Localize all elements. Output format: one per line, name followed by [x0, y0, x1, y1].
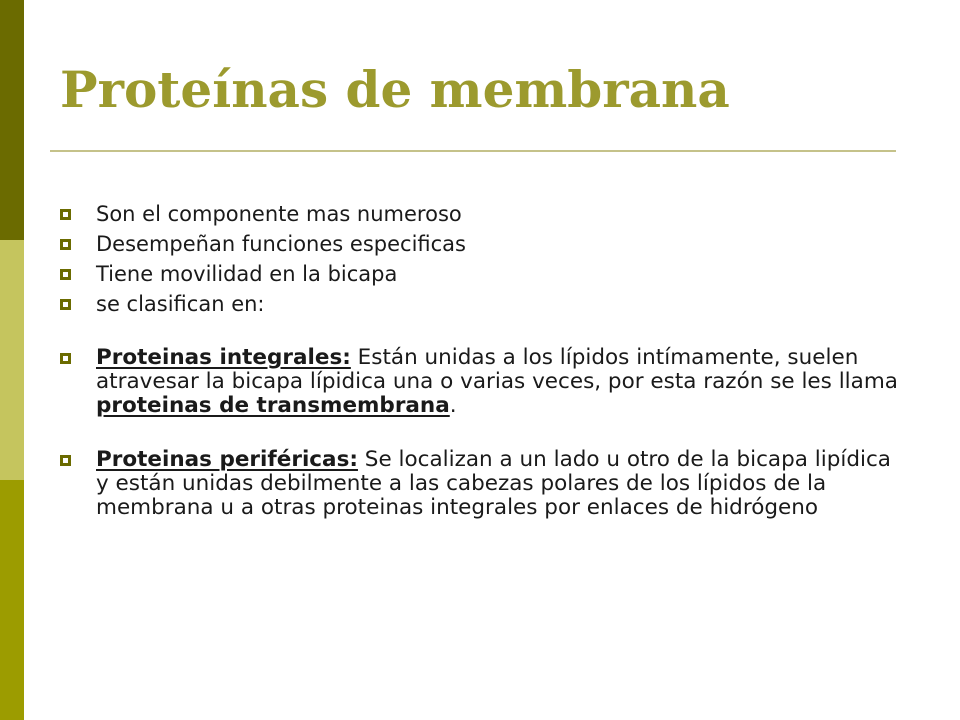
integral-end: .	[449, 393, 457, 418]
bullet-item-integral	[60, 346, 910, 418]
title-divider	[50, 150, 896, 152]
integral-description: Están unidas a los lípidos intímamente, suelen atravesar la bicapa lípidica una o varias veces, por esta razón se les llama	[96, 345, 898, 394]
bullet-item	[60, 200, 910, 228]
bullet-list	[60, 200, 910, 522]
square-bullet-icon	[60, 455, 71, 466]
accent-bar-top	[0, 0, 24, 240]
bullet-item	[60, 290, 910, 318]
square-bullet-icon	[60, 209, 71, 220]
transmembrane-term: proteinas de transmembrana	[96, 393, 450, 418]
bullet-item-peripheral	[60, 448, 910, 520]
slide-title: Proteínas de membrana	[60, 60, 730, 119]
bullet-text: Son el componente mas numeroso	[96, 202, 462, 226]
square-bullet-icon	[60, 269, 71, 280]
square-bullet-icon	[60, 239, 71, 250]
bullet-item	[60, 230, 910, 258]
accent-bar-bottom	[0, 480, 24, 720]
integral-term: Proteinas integrales:	[96, 345, 351, 370]
accent-bar-middle	[0, 240, 24, 480]
peripheral-term: Proteinas periféricas:	[96, 447, 358, 472]
bullet-text: se clasifican en:	[96, 292, 265, 316]
peripheral-description: Se localizan a un lado u otro de la bicapa lipídica y están unidas debilmente a las cabezas polares de los lípidos de la membrana u a otras proteinas integrales por enlaces de hidrógeno	[96, 447, 891, 520]
bullet-text: Tiene movilidad en la bicapa	[96, 262, 398, 286]
square-bullet-icon	[60, 353, 71, 364]
bullet-text: Desempeñan funciones especificas	[96, 232, 466, 256]
square-bullet-icon	[60, 299, 71, 310]
bullet-item	[60, 260, 910, 288]
